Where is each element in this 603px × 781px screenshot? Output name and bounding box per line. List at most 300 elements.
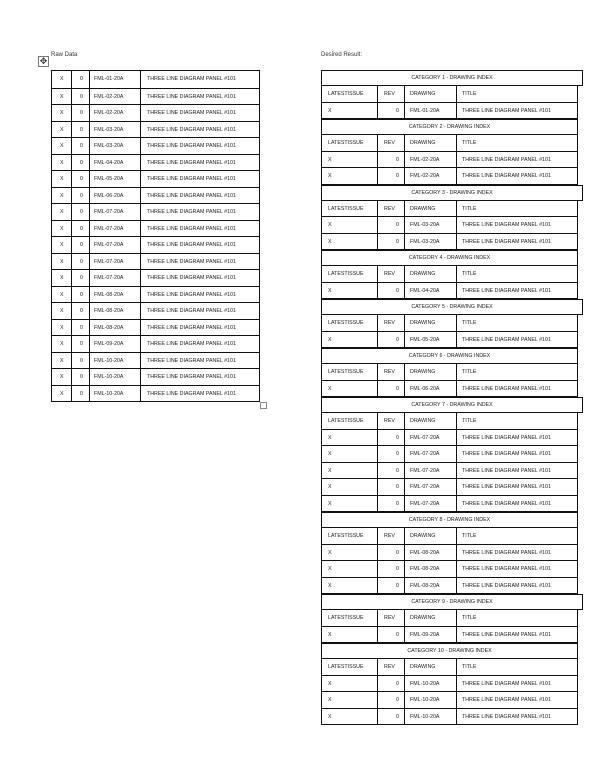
header-drawing: DRAWING [410, 533, 436, 539]
header-rev: REV [384, 369, 395, 375]
cell-border [377, 463, 378, 479]
cell-border [404, 479, 405, 495]
category-title: CATEGORY 6 - DRAWING INDEX [321, 348, 578, 364]
raw-table-row [52, 104, 259, 121]
title-cell: THREE LINE DIAGRAM PANEL #101 [462, 697, 551, 703]
rev-cell: 0 [396, 238, 399, 245]
rev-cell: 0 [396, 156, 399, 163]
raw-table-row [52, 269, 259, 286]
category-title: CATEGORY 3 - DRAWING INDEX [321, 185, 583, 201]
cell-border [140, 138, 141, 154]
header-drawing: DRAWING [410, 205, 436, 212]
cell-border [377, 545, 378, 561]
raw-drawing-cell: FML-01-20A [94, 76, 124, 82]
cell-border [404, 496, 405, 512]
raw-drawing-cell: FML-08-20A [94, 291, 124, 298]
latest-cell: X [328, 336, 332, 343]
header-title: TITLE [462, 140, 477, 146]
latest-cell: X [328, 484, 332, 490]
cell-border [89, 386, 90, 402]
title-cell: THREE LINE DIAGRAM PANEL #101 [462, 336, 551, 343]
category-header-row [321, 135, 578, 152]
rev-cell: 0 [396, 500, 399, 507]
cell-border [377, 430, 378, 446]
raw-drawing-cell: FML-09-20A [94, 341, 124, 347]
drawing-cell: FML-08-20A [410, 566, 440, 572]
cell-border [89, 204, 90, 220]
raw-latest-cell: X [60, 341, 64, 347]
cell-border [404, 86, 405, 102]
cell-border [404, 266, 405, 282]
cell-border [377, 103, 378, 119]
header-rev: REV [384, 91, 395, 97]
cell-border [89, 303, 90, 319]
title-cell: THREE LINE DIAGRAM PANEL #101 [462, 222, 551, 228]
raw-title-cell: THREE LINE DIAGRAM PANEL #101 [147, 93, 236, 100]
desired-result-label: Desired Result: [321, 52, 363, 58]
raw-latest-cell: X [60, 390, 64, 397]
category-data-row [321, 217, 578, 234]
category-data-row [321, 692, 578, 709]
cell-border [140, 71, 141, 88]
category-header-row [321, 659, 578, 676]
raw-table-row [52, 368, 259, 385]
cell-border [377, 381, 378, 397]
cell-border [456, 413, 457, 429]
cell-border [456, 528, 457, 544]
rev-cell: 0 [396, 697, 399, 703]
cell-border [456, 627, 457, 643]
drawing-cell: FML-01-20A [410, 107, 440, 114]
category-header-row [321, 86, 578, 103]
raw-title-cell: THREE LINE DIAGRAM PANEL #101 [147, 374, 236, 380]
header-latest: LATESTISSUE [328, 271, 364, 277]
header-latest: LATESTISSUE [328, 533, 364, 539]
raw-title-cell: THREE LINE DIAGRAM PANEL #101 [147, 76, 236, 82]
category-data-row [321, 430, 578, 447]
raw-rev-cell: 0 [80, 143, 83, 149]
raw-table-row [52, 220, 259, 237]
header-title: TITLE [462, 91, 477, 97]
header-drawing: DRAWING [410, 615, 436, 621]
cell-border [404, 659, 405, 675]
cell-border [89, 89, 90, 105]
title-cell: THREE LINE DIAGRAM PANEL #101 [462, 156, 551, 163]
cell-border [89, 221, 90, 237]
drawing-cell: FML-10-20A [410, 713, 440, 720]
cell-border [377, 709, 378, 725]
header-drawing: DRAWING [410, 664, 436, 670]
header-latest: LATESTISSUE [328, 664, 364, 670]
latest-cell: X [328, 631, 332, 638]
cell-border [456, 135, 457, 151]
cell-border [140, 336, 141, 352]
cell-border [377, 152, 378, 168]
drawing-cell: FML-03-20A [410, 238, 440, 245]
latest-cell: X [328, 107, 332, 114]
rev-cell: 0 [396, 582, 399, 589]
header-title: TITLE [462, 664, 477, 670]
cell-border [71, 287, 72, 303]
cell-border [377, 627, 378, 643]
raw-latest-cell: X [60, 209, 64, 215]
raw-drawing-cell: FML-08-20A [94, 324, 124, 331]
raw-title-cell: THREE LINE DIAGRAM PANEL #101 [147, 308, 236, 314]
cell-border [377, 676, 378, 692]
category-section [321, 250, 578, 299]
raw-table-row [52, 137, 259, 154]
raw-latest-cell: X [60, 291, 64, 298]
raw-rev-cell: 0 [80, 390, 83, 397]
raw-rev-cell: 0 [80, 76, 83, 82]
cell-border [456, 446, 457, 462]
cell-border [71, 155, 72, 171]
cell-border [140, 369, 141, 385]
header-rev: REV [384, 615, 395, 621]
cell-border [404, 283, 405, 299]
cell-border [404, 201, 405, 217]
category-data-row [321, 561, 578, 578]
rev-cell: 0 [396, 484, 399, 490]
raw-rev-cell: 0 [80, 209, 83, 215]
latest-cell: X [328, 582, 332, 589]
drawing-cell: FML-04-20A [410, 287, 440, 294]
rev-cell: 0 [396, 631, 399, 638]
raw-latest-cell: X [60, 258, 64, 265]
cell-border [456, 479, 457, 495]
cell-border [71, 386, 72, 402]
category-header-row [321, 201, 578, 218]
category-data-row [321, 479, 578, 496]
latest-cell: X [328, 222, 332, 228]
cell-border [404, 676, 405, 692]
table-resize-handle[interactable] [260, 402, 267, 409]
cell-border [456, 692, 457, 708]
raw-rev-cell: 0 [80, 291, 83, 298]
raw-rev-cell: 0 [80, 225, 83, 232]
raw-table-row [52, 302, 259, 319]
raw-rev-cell: 0 [80, 341, 83, 347]
raw-table-row [52, 352, 259, 369]
title-cell: THREE LINE DIAGRAM PANEL #101 [462, 467, 551, 474]
table-move-handle-icon[interactable]: ✥ [39, 56, 48, 66]
cell-border [404, 364, 405, 380]
latest-cell: X [328, 156, 332, 163]
cell-border [89, 188, 90, 204]
title-cell: THREE LINE DIAGRAM PANEL #101 [462, 434, 551, 441]
header-rev: REV [384, 320, 395, 326]
category-section [321, 643, 578, 725]
raw-title-cell: THREE LINE DIAGRAM PANEL #101 [147, 341, 236, 347]
cell-border [89, 155, 90, 171]
cell-border [140, 386, 141, 402]
cell-border [89, 254, 90, 270]
raw-rev-cell: 0 [80, 242, 83, 248]
cell-border [71, 188, 72, 204]
header-rev: REV [384, 533, 395, 539]
drawing-cell: FML-03-20A [410, 222, 440, 228]
category-data-row [321, 627, 578, 644]
category-data-row [321, 578, 578, 595]
raw-rev-cell: 0 [80, 308, 83, 314]
raw-latest-cell: X [60, 143, 64, 149]
header-rev: REV [384, 140, 395, 146]
cell-border [456, 266, 457, 282]
cell-border [71, 270, 72, 286]
cell-border [456, 676, 457, 692]
raw-drawing-cell: FML-08-20A [94, 308, 124, 314]
cell-border [377, 578, 378, 594]
header-drawing: DRAWING [410, 140, 436, 146]
raw-latest-cell: X [60, 192, 64, 199]
raw-drawing-cell: FML-06-20A [94, 192, 124, 199]
cell-border [404, 709, 405, 725]
cell-border [377, 364, 378, 380]
cell-border [140, 287, 141, 303]
cell-border [71, 138, 72, 154]
title-cell: THREE LINE DIAGRAM PANEL #101 [462, 713, 551, 720]
raw-drawing-cell: FML-03-20A [94, 126, 124, 133]
raw-drawing-cell: FML-10-20A [94, 357, 124, 364]
cell-border [456, 463, 457, 479]
cell-border [89, 369, 90, 385]
rev-cell: 0 [396, 173, 399, 179]
latest-cell: X [328, 467, 332, 474]
cell-border [89, 105, 90, 121]
cell-border [140, 204, 141, 220]
raw-drawing-cell: FML-10-20A [94, 374, 124, 380]
cell-border [404, 152, 405, 168]
raw-table-row [52, 154, 259, 171]
drawing-cell: FML-02-20A [410, 173, 440, 179]
raw-table-row [52, 253, 259, 270]
cell-border [89, 122, 90, 138]
category-data-row [321, 332, 578, 349]
cell-border [456, 315, 457, 331]
raw-rev-cell: 0 [80, 192, 83, 199]
raw-latest-cell: X [60, 126, 64, 133]
cell-border [456, 234, 457, 250]
cell-border [404, 545, 405, 561]
raw-latest-cell: X [60, 93, 64, 100]
raw-title-cell: THREE LINE DIAGRAM PANEL #101 [147, 258, 236, 265]
cell-border [71, 336, 72, 352]
header-title: TITLE [462, 369, 477, 375]
raw-drawing-cell: FML-07-20A [94, 258, 124, 265]
cell-border [404, 413, 405, 429]
cell-border [377, 413, 378, 429]
category-data-row [321, 234, 578, 251]
title-cell: THREE LINE DIAGRAM PANEL #101 [462, 566, 551, 572]
cell-border [377, 692, 378, 708]
cell-border [71, 303, 72, 319]
title-cell: THREE LINE DIAGRAM PANEL #101 [462, 582, 551, 589]
cell-border [404, 103, 405, 119]
cell-border [404, 135, 405, 151]
raw-latest-cell: X [60, 357, 64, 364]
cell-border [377, 332, 378, 348]
drawing-cell: FML-09-20A [410, 631, 440, 638]
raw-title-cell: THREE LINE DIAGRAM PANEL #101 [147, 242, 236, 248]
cell-border [71, 122, 72, 138]
cell-border [377, 528, 378, 544]
raw-title-cell: THREE LINE DIAGRAM PANEL #101 [147, 192, 236, 199]
cell-border [404, 627, 405, 643]
title-cell: THREE LINE DIAGRAM PANEL #101 [462, 287, 551, 294]
cell-border [404, 332, 405, 348]
header-drawing: DRAWING [410, 320, 436, 326]
cell-border [456, 364, 457, 380]
raw-latest-cell: X [60, 374, 64, 380]
header-drawing: DRAWING [410, 91, 436, 97]
latest-cell: X [328, 680, 332, 687]
raw-latest-cell: X [60, 225, 64, 232]
rev-cell: 0 [396, 451, 399, 457]
category-data-row [321, 381, 578, 398]
raw-drawing-cell: FML-02-20A [94, 110, 124, 116]
cell-border [377, 561, 378, 577]
category-section [321, 594, 578, 643]
category-data-row [321, 283, 578, 300]
category-title: CATEGORY 8 - DRAWING INDEX [321, 512, 578, 528]
cell-border [456, 578, 457, 594]
drawing-cell: FML-08-20A [410, 549, 440, 556]
drawing-cell: FML-10-20A [410, 697, 440, 703]
cell-border [456, 610, 457, 626]
rev-cell: 0 [396, 549, 399, 556]
raw-drawing-cell: FML-07-20A [94, 225, 124, 232]
category-data-row [321, 152, 578, 169]
cell-border [71, 237, 72, 253]
header-latest: LATESTISSUE [328, 140, 364, 146]
raw-table-row [52, 71, 259, 88]
title-cell: THREE LINE DIAGRAM PANEL #101 [462, 500, 551, 507]
title-cell: THREE LINE DIAGRAM PANEL #101 [462, 631, 551, 638]
cell-border [456, 430, 457, 446]
cell-border [140, 303, 141, 319]
raw-latest-cell: X [60, 275, 64, 281]
latest-cell: X [328, 697, 332, 703]
cell-border [89, 270, 90, 286]
raw-table-row [52, 286, 259, 303]
raw-title-cell: THREE LINE DIAGRAM PANEL #101 [147, 357, 236, 364]
cell-border [140, 320, 141, 336]
category-data-row [321, 709, 578, 726]
drawing-cell: FML-06-20A [410, 385, 440, 392]
category-data-row [321, 676, 578, 693]
category-header-row [321, 610, 578, 627]
cell-border [456, 545, 457, 561]
cell-border [404, 561, 405, 577]
raw-data-table [51, 70, 260, 402]
category-title: CATEGORY 1 - DRAWING INDEX [321, 70, 583, 86]
raw-title-cell: THREE LINE DIAGRAM PANEL #101 [147, 225, 236, 232]
category-section [321, 70, 578, 119]
category-section [321, 397, 578, 512]
drawing-cell: FML-07-20A [410, 500, 440, 507]
cell-border [377, 86, 378, 102]
cell-border [71, 204, 72, 220]
category-data-row [321, 496, 578, 513]
category-header-row [321, 266, 578, 283]
cell-border [456, 332, 457, 348]
latest-cell: X [328, 549, 332, 556]
cell-border [89, 353, 90, 369]
cell-border [456, 496, 457, 512]
category-data-row [321, 463, 578, 480]
raw-table-row [52, 187, 259, 204]
latest-cell: X [328, 385, 332, 392]
cell-border [456, 709, 457, 725]
category-data-row [321, 103, 578, 120]
cell-border [89, 171, 90, 187]
header-rev: REV [384, 418, 395, 424]
category-title: CATEGORY 2 - DRAWING INDEX [321, 119, 578, 135]
cell-border [140, 270, 141, 286]
raw-drawing-cell: FML-07-20A [94, 242, 124, 248]
raw-latest-cell: X [60, 242, 64, 248]
cell-border [456, 659, 457, 675]
rev-cell: 0 [396, 222, 399, 228]
raw-table-row [52, 203, 259, 220]
raw-rev-cell: 0 [80, 374, 83, 380]
cell-border [404, 463, 405, 479]
cell-border [404, 381, 405, 397]
raw-drawing-cell: FML-03-20A [94, 143, 124, 149]
rev-cell: 0 [396, 385, 399, 392]
cell-border [456, 561, 457, 577]
cell-border [377, 283, 378, 299]
category-section [321, 185, 578, 251]
title-cell: THREE LINE DIAGRAM PANEL #101 [462, 680, 551, 687]
raw-rev-cell: 0 [80, 93, 83, 100]
drawing-cell: FML-07-20A [410, 434, 440, 441]
title-cell: THREE LINE DIAGRAM PANEL #101 [462, 385, 551, 392]
cell-border [89, 138, 90, 154]
category-title: CATEGORY 5 - DRAWING INDEX [321, 299, 583, 315]
cell-border [140, 237, 141, 253]
cell-border [377, 659, 378, 675]
raw-latest-cell: X [60, 110, 64, 116]
raw-data-label: Raw Data [51, 52, 78, 58]
header-title: TITLE [462, 418, 477, 424]
cell-border [377, 217, 378, 233]
cell-border [456, 283, 457, 299]
header-latest: LATESTISSUE [328, 91, 364, 97]
rev-cell: 0 [396, 107, 399, 114]
raw-drawing-cell: FML-02-20A [94, 93, 124, 100]
title-cell: THREE LINE DIAGRAM PANEL #101 [462, 549, 551, 556]
cell-border [140, 221, 141, 237]
category-data-row [321, 168, 578, 185]
rev-cell: 0 [396, 713, 399, 720]
cell-border [71, 369, 72, 385]
category-section [321, 119, 578, 185]
category-header-row [321, 364, 578, 381]
latest-cell: X [328, 500, 332, 507]
cell-border [404, 217, 405, 233]
cell-border [71, 89, 72, 105]
cell-border [377, 234, 378, 250]
latest-cell: X [328, 451, 332, 457]
cell-border [377, 496, 378, 512]
raw-latest-cell: X [60, 159, 64, 166]
raw-rev-cell: 0 [80, 357, 83, 364]
raw-rev-cell: 0 [80, 324, 83, 331]
category-section [321, 299, 578, 348]
raw-rev-cell: 0 [80, 258, 83, 265]
latest-cell: X [328, 434, 332, 441]
